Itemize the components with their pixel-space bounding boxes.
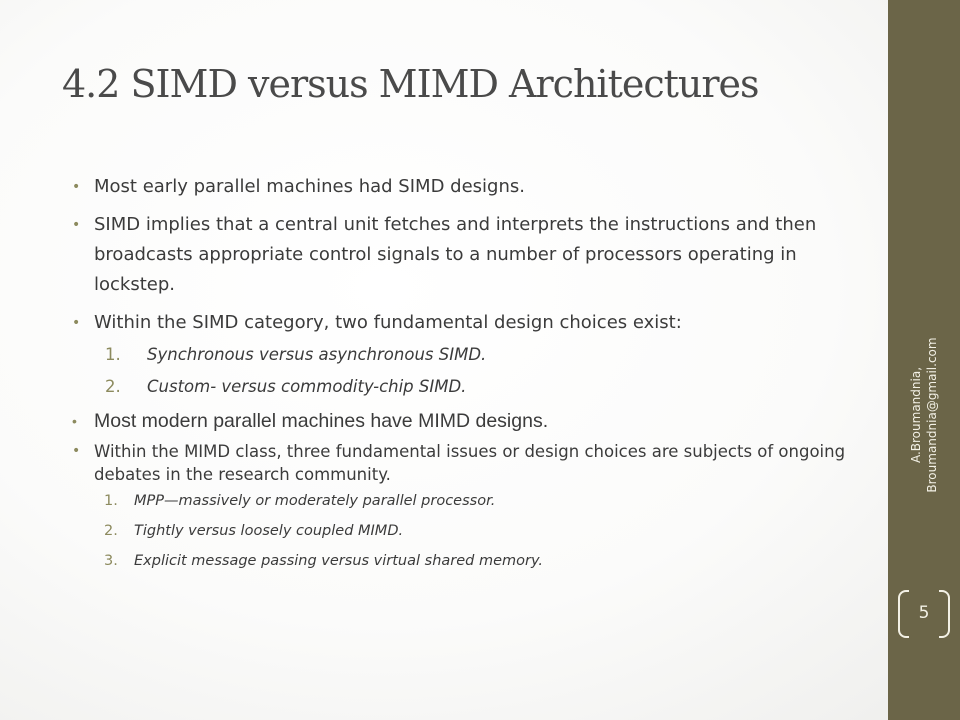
bullet-mimd-class (72, 440, 862, 486)
list-number: 1. (104, 493, 118, 509)
bullet-early-simd (72, 172, 862, 202)
list-text: Tightly versus loosely coupled MIMD. (134, 523, 404, 539)
list-item (72, 522, 862, 540)
list-number: 2. (105, 377, 121, 396)
bullet-dot: • (72, 179, 81, 195)
bullet-dot: • (72, 315, 81, 331)
author-credit (908, 285, 940, 545)
bullet-dot: • (72, 217, 81, 233)
page-number-badge (898, 590, 950, 636)
list-item (72, 492, 862, 510)
slide-content (72, 172, 862, 582)
bullet-text: Within the SIMD category, two fundamental design choices exist: (94, 312, 682, 333)
list-text: Custom- versus commodity-chip SIMD. (147, 377, 467, 396)
list-item (72, 552, 862, 570)
list-item (72, 344, 862, 366)
simd-choices-list (72, 344, 862, 398)
bullet-text: Most modern parallel machines have MIMD designs. (94, 410, 549, 432)
bullet-dot: • (72, 443, 81, 459)
bullet-text: SIMD implies that a central unit fetches and interprets the instructions and then broadcasts appropriate control signals to a number of processors operating in lockstep. (94, 214, 817, 295)
bullet-simd-implies (72, 210, 862, 300)
list-number: 2. (104, 523, 118, 539)
list-number: 3. (104, 553, 118, 569)
mimd-choices-list (72, 492, 862, 570)
page-number: 5 (918, 603, 930, 623)
author-email: Broumandnia@gmail.com (925, 337, 939, 493)
slide-title: 4.2 SIMD versus MIMD Architectures (62, 62, 759, 106)
bullet-simd-category (72, 308, 862, 338)
bullet-text: Within the MIMD class, three fundamental issues or design choices are subjects of ongoing debates in the research community. (94, 442, 846, 484)
list-number: 1. (105, 345, 121, 364)
list-text: MPP—massively or moderately parallel processor. (134, 493, 496, 509)
bullet-text: Most early parallel machines had SIMD designs. (94, 176, 525, 197)
bullet-modern-mimd (72, 408, 862, 434)
list-item (72, 376, 862, 398)
bullet-dot: • (72, 413, 77, 429)
list-text: Synchronous versus asynchronous SIMD. (147, 345, 487, 364)
author-name: A.Broumandnia, (909, 366, 923, 464)
list-text: Explicit message passing versus virtual shared memory. (134, 553, 544, 569)
